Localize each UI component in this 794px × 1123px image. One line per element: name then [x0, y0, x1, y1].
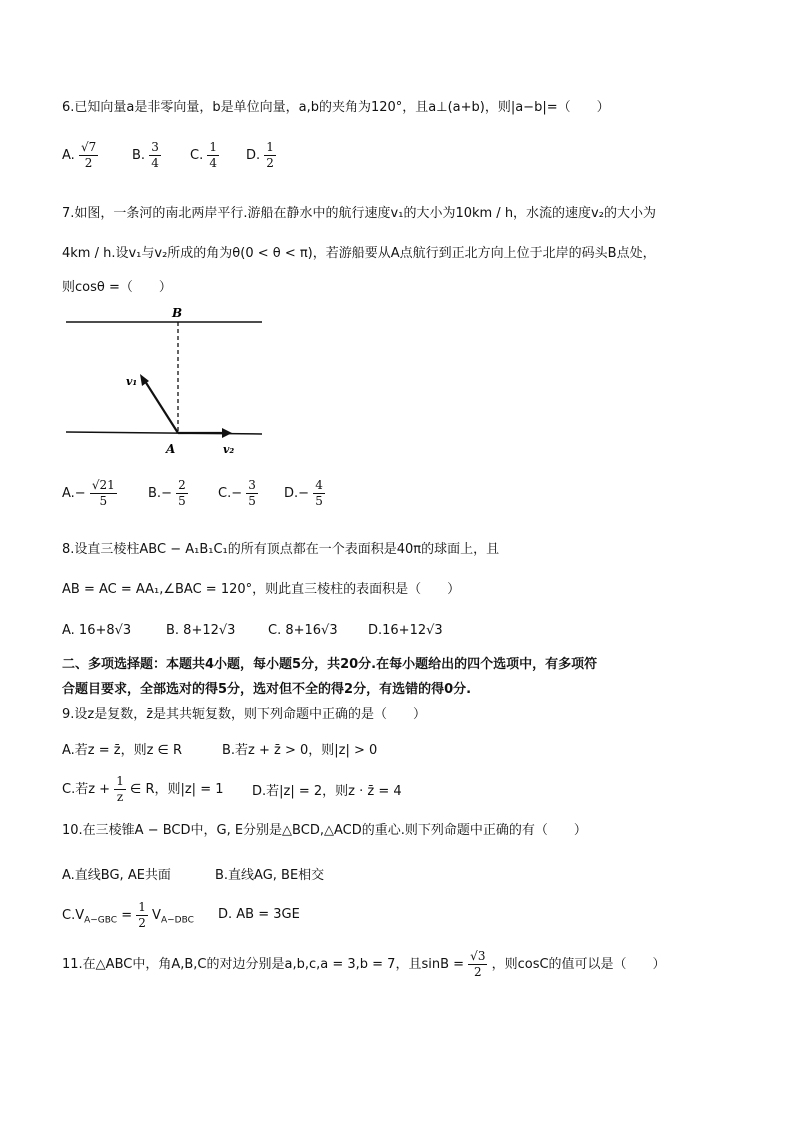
- q7-line-2: 4km / h.设v₁与v₂所成的角为θ(0 < θ < π)，若游船要从A点航行到正北方向上位于北岸的码头B点处，: [62, 246, 656, 261]
- q11-stem: 11.在△ABC中，角A,B,C的对边分别是a,b,c,a = 3,b = 7，且sinB = $\frac{√3}{2}$ ，则cosC的值可以是（ ）: [62, 949, 666, 979]
- q7-line-1: 7.如图，一条河的南北两岸平行.游船在静水中的航行速度v₁的大小为10km / h，水流的速度v₂的大小为: [62, 206, 656, 221]
- q10-option-a: A.直线BG, AE共面: [62, 868, 171, 883]
- q9-option-a: A.若z = z̄，则z ∈ R: [62, 743, 183, 758]
- q7-option-c: C.− $\frac{3}{5}$: [218, 478, 256, 508]
- q7-line-3: 则cosθ =（ ）: [62, 280, 172, 295]
- q6-option-d: D. $\frac{1}{2}$: [246, 140, 274, 170]
- q8-option-c: C. 8+16√3: [268, 623, 338, 638]
- q9-option-b: B.若z + z̄ > 0，则|z| > 0: [222, 743, 378, 758]
- section-2-header-line-1: 二、多项选择题：本题共4小题，每小题5分，共20分.在每小题给出的四个选项中，有多项符: [62, 657, 598, 672]
- q9-option-c: C.若z + $\frac{1}{z}$ ∈ R，则|z| = 1: [62, 774, 224, 804]
- q8-option-b: B. 8+12√3: [166, 623, 236, 638]
- label-a: A: [166, 442, 176, 456]
- q9-option-d: D.若|z| = 2，则z · z̄ = 4: [252, 784, 402, 799]
- q10-option-b: B.直线AG, BE相交: [215, 868, 325, 883]
- river-figure: [60, 302, 270, 462]
- section-2-header-line-2: 合题目要求，全部选对的得5分，选对但不全的得2分，有选错的得0分.: [62, 682, 472, 697]
- q10-option-c: $C.V_{A-GBC}$ = $\frac{1}{2}$ $V_{A-DBC}$: [62, 900, 194, 930]
- q8-line-1: 8.设直三棱柱ABC − A₁B₁C₁的所有顶点都在一个表面积是40π的球面上，且: [62, 542, 500, 557]
- q6-option-a: A. $\frac{√7}{2}$: [62, 140, 97, 170]
- q6-option-c: C. $\frac{1}{4}$: [190, 140, 217, 170]
- q10-option-d: D. AB = 3GE: [218, 907, 300, 922]
- q10-stem: 10.在三棱锥A − BCD中，G, E分别是△BCD,△ACD的重心.则下列命题中正确的有（ ）: [62, 823, 587, 838]
- q7-option-b: B.− $\frac{2}{5}$: [148, 478, 186, 508]
- q7-option-a: A.− $\frac{√21}{5}$: [62, 478, 115, 508]
- q8-line-2: AB = AC = AA₁,∠BAC = 120°，则此直三棱柱的表面积是（ ）: [62, 582, 461, 597]
- v2-arrowhead: [222, 428, 232, 438]
- label-v1: v₁: [126, 375, 138, 388]
- q9-stem: 9.设z是复数，z̄是其共轭复数，则下列命题中正确的是（ ）: [62, 707, 427, 722]
- v1-arrow: [143, 378, 178, 433]
- label-b: B: [172, 306, 183, 320]
- q8-option-a: A. 16+8√3: [62, 623, 132, 638]
- q8-option-d: D.16+12√3: [368, 623, 443, 638]
- south-bank-line: [66, 432, 262, 434]
- label-v2: v₂: [223, 443, 235, 456]
- q7-option-d: D.− $\frac{4}{5}$: [284, 478, 323, 508]
- q6-stem: 6.已知向量a是非零向量，b是单位向量，a,b的夹角为120°，且a⊥(a+b)，则|a−b|=（ ）: [62, 100, 610, 115]
- q6-option-b: B. $\frac{3}{4}$: [132, 140, 159, 170]
